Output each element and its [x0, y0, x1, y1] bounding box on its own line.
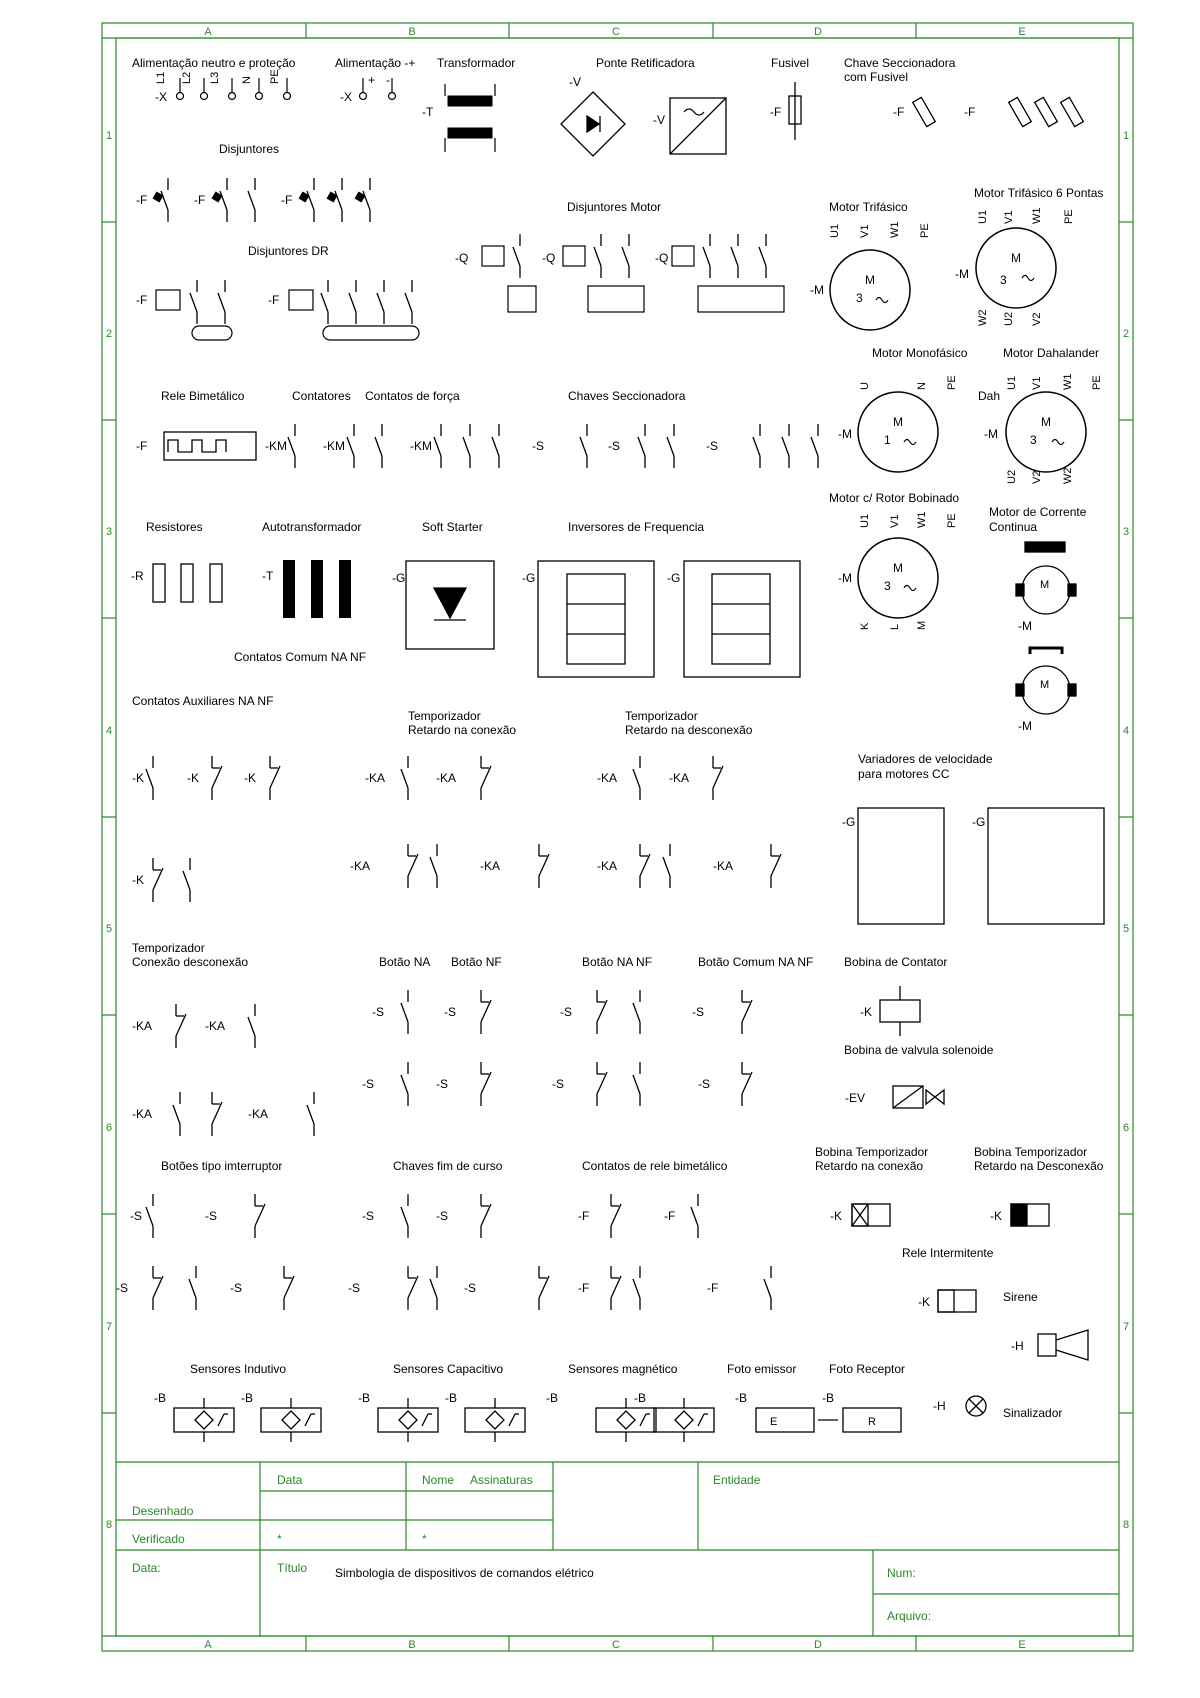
svg-text:PE: PE — [946, 375, 958, 390]
title-transformador: Transformador — [437, 56, 516, 70]
svg-text:PE: PE — [946, 513, 958, 528]
svg-text:-X: -X — [155, 90, 167, 104]
symbol-motor-6-pontas — [955, 208, 1075, 327]
svg-text:-KA: -KA — [350, 859, 371, 873]
svg-text:-Q: -Q — [655, 251, 669, 265]
svg-text:-F: -F — [194, 193, 206, 207]
tb-data-label: Data: — [132, 1561, 161, 1575]
row-label: 3 — [1122, 526, 1130, 538]
svg-text:-S: -S — [436, 1077, 448, 1091]
title-temp-con: Temporizador — [408, 709, 481, 723]
svg-text:-G: -G — [842, 815, 856, 829]
svg-text:W1: W1 — [1062, 373, 1074, 390]
svg-text:-M: -M — [1018, 719, 1032, 733]
title-fusivel: Fusivel — [771, 56, 810, 70]
svg-text:-S: -S — [560, 1005, 572, 1019]
svg-text:-G: -G — [972, 815, 986, 829]
svg-text:-KA: -KA — [436, 771, 457, 785]
title-sinalizador: Sinalizador — [1003, 1406, 1063, 1420]
title-botao-na: Botão NA — [379, 955, 431, 969]
title-motor-dahl: Motor Dahalander — [1003, 346, 1100, 360]
svg-text:-F: -F — [578, 1209, 590, 1223]
title-foto-emissor: Foto emissor — [727, 1362, 797, 1376]
svg-text:-F: -F — [893, 105, 905, 119]
row-label: 6 — [105, 1122, 113, 1134]
svg-text:L2: L2 — [181, 71, 193, 84]
symbol-autotransformador — [262, 560, 351, 618]
row-label: 7 — [105, 1321, 113, 1333]
svg-text:-F: -F — [707, 1281, 719, 1295]
title-disjuntores: Disjuntores — [219, 142, 280, 156]
svg-text:-F: -F — [578, 1281, 590, 1295]
svg-text:L1: L1 — [155, 71, 167, 84]
symbol-chaves-seccionadora — [532, 424, 818, 468]
svg-text:-KA: -KA — [365, 771, 386, 785]
title-contatos-aux: Contatos Auxiliares NA NF — [132, 694, 274, 708]
svg-text:U1: U1 — [829, 223, 841, 238]
svg-text:-Q: -Q — [542, 251, 556, 265]
svg-text:-KA: -KA — [132, 1019, 153, 1033]
svg-text:-F: -F — [136, 293, 148, 307]
svg-text:-S: -S — [552, 1077, 564, 1091]
svg-text:-S: -S — [436, 1209, 448, 1223]
svg-text:V1: V1 — [889, 514, 901, 528]
svg-text:-S: -S — [532, 439, 544, 453]
symbol-fusivel — [770, 82, 801, 140]
symbol-sirene — [1011, 1330, 1088, 1360]
svg-text:-M: -M — [1018, 619, 1032, 633]
symbol-disjuntores — [136, 178, 370, 222]
svg-text:PE: PE — [1091, 375, 1103, 390]
svg-text:3: 3 — [856, 291, 863, 305]
title-motor-6p: Motor Trifásico 6 Pontas — [974, 186, 1104, 200]
svg-text:-B: -B — [822, 1391, 834, 1405]
title-soft: Soft Starter — [422, 520, 483, 534]
title-variadores-2: para motores CC — [858, 767, 950, 781]
row-label: 5 — [105, 923, 113, 935]
symbol-temporizador-conexao — [350, 756, 549, 888]
svg-text:-KA: -KA — [713, 859, 734, 873]
svg-text:-S: -S — [362, 1077, 374, 1091]
title-bobina-valvula: Bobina de valvula solenoide — [844, 1043, 994, 1057]
svg-text:-KM: -KM — [410, 439, 432, 453]
svg-text:-F: -F — [136, 439, 148, 453]
title-bob-temp-con-2: Retardo na conexão — [815, 1159, 924, 1173]
row-label: 5 — [1122, 923, 1130, 935]
title-sensores-capacitivo: Sensores Capacitivo — [393, 1362, 504, 1376]
drawing-frame — [102, 23, 1133, 1651]
title-fim-curso: Chaves fim de curso — [393, 1159, 503, 1173]
svg-text:V2: V2 — [1031, 312, 1043, 326]
tb-bullet: * — [277, 1532, 282, 1546]
row-label: 4 — [105, 725, 113, 737]
svg-text:-M: -M — [838, 427, 852, 441]
title-sirene: Sirene — [1003, 1290, 1038, 1304]
tb-verificado: Verificado — [132, 1532, 185, 1546]
svg-text:E: E — [770, 1416, 778, 1428]
col-label: C — [612, 1639, 620, 1651]
title-chave-secc-fus: Chave Seccionadora — [844, 56, 956, 70]
col-label: D — [814, 1639, 822, 1651]
svg-text:-KM: -KM — [323, 439, 345, 453]
row-label: 8 — [105, 1519, 113, 1531]
title-sensores-indutivo: Sensores Indutivo — [190, 1362, 287, 1376]
title-temp-des: Temporizador — [625, 709, 698, 723]
svg-text:-F: -F — [268, 293, 280, 307]
svg-text:-B: -B — [634, 1391, 646, 1405]
title-sensores-magnetico: Sensores magnético — [568, 1362, 678, 1376]
symbol-temporizador-desconexao — [597, 756, 781, 888]
tb-titulo-text: Simbologia de dispositivos de comandos elétrico — [335, 1566, 594, 1580]
svg-text:PE: PE — [269, 69, 281, 84]
section-titles — [132, 56, 1104, 1420]
title-botoes-interruptor: Botões tipo imterruptor — [161, 1159, 283, 1173]
svg-text:-S: -S — [464, 1281, 476, 1295]
svg-text:-K: -K — [132, 771, 144, 785]
svg-text:3: 3 — [1000, 273, 1007, 287]
svg-text:-F: -F — [281, 193, 293, 207]
svg-text:-F: -F — [964, 105, 976, 119]
svg-text:-KA: -KA — [248, 1107, 269, 1121]
symbol-motor-cc — [1016, 542, 1076, 733]
row-label: 1 — [1122, 130, 1130, 142]
title-motor-mono: Motor Monofásico — [872, 346, 968, 360]
title-bobina-contator: Bobina de Contator — [844, 955, 948, 969]
title-temp-des-2: Retardo na desconexão — [625, 723, 753, 737]
svg-text:PE: PE — [1063, 209, 1075, 224]
svg-text:-B: -B — [445, 1391, 457, 1405]
symbol-transformador — [422, 84, 495, 152]
svg-text:+: + — [368, 73, 376, 87]
svg-text:-S: -S — [698, 1077, 710, 1091]
symbol-sensores — [154, 1391, 834, 1442]
col-label: A — [204, 1639, 212, 1651]
svg-text:U: U — [859, 382, 871, 390]
title-contatos-forca: Contatos de força — [365, 389, 460, 403]
title-ponte: Ponte Retificadora — [596, 56, 695, 70]
svg-text:-M: -M — [838, 571, 852, 585]
row-label: 8 — [1122, 1519, 1130, 1531]
svg-text:W2: W2 — [977, 309, 989, 326]
svg-text:3: 3 — [1030, 433, 1037, 447]
svg-text:-R: -R — [131, 569, 144, 583]
svg-text:-S: -S — [372, 1005, 384, 1019]
title-motor-rotor: Motor c/ Rotor Bobinado — [829, 491, 960, 505]
symbol-temporizador-cd — [132, 1004, 314, 1136]
title-rele-bimetalico: Rele Bimetálico — [161, 389, 245, 403]
tb-entidade: Entidade — [713, 1473, 761, 1487]
symbol-contatos-auxiliares — [132, 756, 280, 902]
svg-text:-B: -B — [154, 1391, 166, 1405]
title-resistores: Resistores — [146, 520, 203, 534]
svg-text:-K: -K — [830, 1209, 842, 1223]
row-label: 4 — [1122, 725, 1130, 737]
svg-text:PE: PE — [919, 223, 931, 238]
svg-text:-X: -X — [340, 90, 352, 104]
svg-text:-S: -S — [608, 439, 620, 453]
svg-text:-B: -B — [735, 1391, 747, 1405]
svg-text:-V: -V — [653, 113, 665, 127]
svg-text:-EV: -EV — [845, 1091, 866, 1105]
symbol-variadores-cc — [842, 808, 1104, 924]
symbol-motor-rotor-bobinado — [838, 512, 958, 631]
symbol-chave-secc-fusivel — [893, 97, 1083, 126]
title-temp-cd-2: Conexão desconexão — [132, 955, 249, 969]
svg-text:W2: W2 — [1062, 467, 1074, 484]
col-label: D — [814, 26, 822, 38]
symbol-botoes-interruptor — [116, 1194, 294, 1310]
title-contatos-rele: Contatos de rele bimetálico — [582, 1159, 728, 1173]
svg-text:U1: U1 — [859, 513, 871, 528]
svg-text:-KM: -KM — [265, 439, 287, 453]
col-label: B — [408, 26, 416, 38]
title-foto-receptor: Foto Receptor — [829, 1362, 906, 1376]
symbol-rele-bimetalico — [136, 432, 256, 460]
svg-text:U1: U1 — [1006, 375, 1018, 390]
row-label: 3 — [105, 526, 113, 538]
symbol-contatos-rele — [578, 1194, 771, 1310]
svg-text:W1: W1 — [1031, 207, 1043, 224]
title-motor-cc: Motor de Corrente — [989, 505, 1087, 519]
svg-text:-KA: -KA — [597, 771, 618, 785]
tb-assinaturas-col: Assinaturas — [470, 1473, 533, 1487]
svg-text:-H: -H — [933, 1399, 946, 1413]
tb-titulo-label: Título — [277, 1561, 308, 1575]
svg-text:-V: -V — [569, 75, 581, 89]
svg-text:U1: U1 — [977, 209, 989, 224]
title-chave-secc-fus-2: com Fusivel — [844, 70, 909, 84]
svg-text:M: M — [1040, 679, 1050, 691]
symbol-bobina-contator — [860, 986, 920, 1036]
title-botao-na-nf: Botão NA NF — [582, 955, 653, 969]
title-block-text — [132, 1473, 931, 1623]
svg-text:N: N — [241, 76, 253, 84]
svg-text:-K: -K — [918, 1295, 930, 1309]
tb-data-col: Data — [277, 1473, 303, 1487]
svg-text:-K: -K — [187, 771, 199, 785]
title-contatos-comum: Contatos Comum NA NF — [234, 650, 367, 664]
title-botao-comum: Botão Comum NA NF — [698, 955, 814, 969]
title-bob-temp-des: Bobina Temporizador — [974, 1145, 1088, 1159]
row-label: 1 — [105, 130, 113, 142]
title-inversores: Inversores de Frequencia — [568, 520, 705, 534]
svg-text:1: 1 — [884, 433, 891, 447]
row-label: 7 — [1122, 1321, 1130, 1333]
svg-text:L: L — [889, 623, 901, 630]
title-disjuntores-motor: Disjuntores Motor — [567, 200, 662, 214]
col-label: E — [1018, 26, 1026, 38]
svg-text:-K: -K — [860, 1005, 872, 1019]
svg-text:-S: -S — [116, 1281, 128, 1295]
row-label: 2 — [105, 328, 113, 340]
svg-text:-S: -S — [692, 1005, 704, 1019]
tb-desenhado: Desenhado — [132, 1504, 194, 1518]
row-label: 6 — [1122, 1122, 1130, 1134]
svg-text:-F: -F — [770, 105, 782, 119]
symbol-disjuntores-motor — [455, 234, 784, 312]
svg-text:V2: V2 — [1031, 470, 1043, 484]
svg-text:-G: -G — [522, 571, 536, 585]
symbol-inversores — [522, 561, 800, 677]
svg-text:-B: -B — [358, 1391, 370, 1405]
title-contatores: Contatores — [292, 389, 351, 403]
svg-text:M: M — [916, 620, 928, 630]
title-variadores: Variadores de velocidade — [858, 752, 993, 766]
col-label: B — [408, 1639, 416, 1651]
symbol-sinalizador — [933, 1396, 986, 1416]
svg-text:3: 3 — [884, 579, 891, 593]
title-chaves-secc: Chaves Seccionadora — [568, 389, 686, 403]
symbol-bobina-valvula — [845, 1086, 944, 1108]
svg-text:-S: -S — [362, 1209, 374, 1223]
svg-text:-F: -F — [664, 1209, 676, 1223]
title-botao-nf: Botão NF — [451, 955, 502, 969]
svg-text:-K: -K — [132, 873, 144, 887]
symbol-motor-dahlander — [978, 374, 1103, 485]
symbol-motor-monofasico — [838, 375, 958, 472]
title-motor-cc-2: Continua — [989, 520, 1038, 534]
svg-text:-KA: -KA — [597, 859, 618, 873]
svg-text:K: K — [859, 622, 871, 630]
svg-text:-KA: -KA — [480, 859, 501, 873]
title-temp-con-2: Retardo na conexão — [408, 723, 517, 737]
col-label: E — [1018, 1639, 1026, 1651]
title-rele-intermitente: Rele Intermitente — [902, 1246, 994, 1260]
symbol-botoes — [362, 990, 752, 1106]
svg-text:-B: -B — [241, 1391, 253, 1405]
tb-arquivo-label: Arquivo: — [887, 1609, 932, 1623]
svg-text:L3: L3 — [209, 71, 221, 84]
svg-text:-KA: -KA — [669, 771, 690, 785]
svg-text:-M: -M — [810, 283, 824, 297]
svg-text:-K: -K — [244, 771, 256, 785]
svg-text:Dah: Dah — [978, 389, 1001, 403]
svg-text:U2: U2 — [1003, 311, 1015, 326]
svg-text:-G: -G — [392, 571, 406, 585]
symbol-resistores — [131, 564, 222, 602]
title-autotrafo: Autotransformador — [262, 520, 362, 534]
svg-text:M: M — [1040, 579, 1050, 591]
svg-text:-S: -S — [706, 439, 718, 453]
tb-nome-col: Nome — [422, 1473, 455, 1487]
symbol-foto — [756, 1408, 901, 1432]
svg-text:-S: -S — [205, 1209, 217, 1223]
svg-text:-KA: -KA — [132, 1107, 153, 1121]
symbol-contatores — [265, 424, 499, 468]
symbol-ponte-retificadora — [561, 75, 726, 156]
tb-bullet: * — [422, 1532, 427, 1546]
title-alimentacao-np: Alimentação neutro e proteção — [132, 56, 296, 70]
svg-text:R: R — [868, 1416, 876, 1428]
svg-text:-T: -T — [422, 105, 434, 119]
svg-text:-G: -G — [667, 571, 681, 585]
svg-text:-S: -S — [444, 1005, 456, 1019]
row-label: 2 — [1122, 328, 1130, 340]
svg-text:-S: -S — [230, 1281, 242, 1295]
svg-text:W1: W1 — [916, 511, 928, 528]
svg-text:V1: V1 — [859, 224, 871, 238]
title-alimentacao-dc: Alimentação -+ — [335, 56, 416, 70]
title-bob-temp-des-2: Retardo na Desconexão — [974, 1159, 1104, 1173]
svg-text:-M: -M — [984, 427, 998, 441]
svg-text:-F: -F — [136, 193, 148, 207]
svg-text:-S: -S — [130, 1209, 142, 1223]
svg-text:-H: -H — [1011, 1339, 1024, 1353]
svg-text:V1: V1 — [1003, 210, 1015, 224]
svg-text:-T: -T — [262, 569, 274, 583]
symbol-disjuntores-dr — [136, 280, 419, 340]
svg-text:-M: -M — [955, 267, 969, 281]
svg-text:-: - — [386, 73, 390, 87]
title-bob-temp-con: Bobina Temporizador — [815, 1145, 929, 1159]
svg-text:W1: W1 — [889, 221, 901, 238]
tb-num-label: Num: — [887, 1566, 916, 1580]
svg-text:-S: -S — [348, 1281, 360, 1295]
title-block — [116, 1462, 1119, 1636]
symbol-motor-trifasico — [810, 222, 931, 331]
svg-text:U2: U2 — [1006, 469, 1018, 484]
symbol-soft-starter — [392, 561, 494, 649]
svg-text:-Q: -Q — [455, 251, 469, 265]
col-label: A — [204, 26, 212, 38]
symbol-fim-curso — [348, 1194, 549, 1310]
symbol-alimentacao — [155, 69, 396, 104]
svg-text:N: N — [916, 382, 928, 390]
svg-text:-B: -B — [546, 1391, 558, 1405]
svg-text:-KA: -KA — [205, 1019, 226, 1033]
svg-text:-K: -K — [990, 1209, 1002, 1223]
title-motor-trifasico: Motor Trifásico — [829, 200, 908, 214]
title-temp-cd: Temporizador — [132, 941, 205, 955]
title-disjuntores-dr: Disjuntores DR — [248, 244, 329, 258]
col-label: C — [612, 26, 620, 38]
svg-text:V1: V1 — [1031, 376, 1043, 390]
